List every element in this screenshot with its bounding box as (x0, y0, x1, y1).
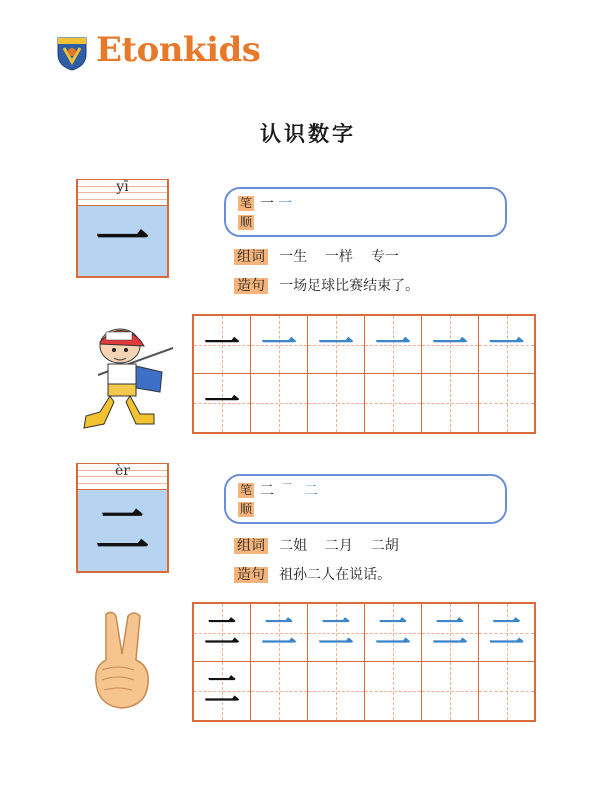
pinyin-box-1 (76, 179, 169, 205)
sentence-row-1 (234, 275, 419, 295)
words-1: 一生 一样 专一 (279, 249, 399, 265)
sentence-label-2: 造句 (234, 567, 268, 583)
grid-cell[interactable]: 二 (251, 604, 308, 662)
sentence-2: 祖孙二人在说话。 (279, 567, 392, 583)
stroke-step-1a: 一 (260, 196, 274, 212)
grid-cell[interactable]: 二 (308, 604, 365, 662)
grid-cell[interactable]: 一 (422, 316, 479, 374)
logo-emblem (52, 32, 92, 72)
character-card-2 (76, 489, 169, 573)
order-label-1: 顺 (240, 215, 253, 229)
stroke-label-1: 笔 (240, 196, 253, 210)
words-row-1 (234, 246, 399, 266)
stroke-label-2: 笔 (240, 483, 253, 497)
sentence-label-1: 造句 (234, 278, 268, 294)
grid-cell[interactable]: 二 (365, 604, 422, 662)
stroke-step-2a: 二 (260, 483, 274, 499)
character-card-1 (76, 205, 169, 278)
grid-cell[interactable]: 一 (365, 316, 422, 374)
grid-cell[interactable] (479, 662, 534, 720)
grid-cell[interactable] (308, 374, 365, 432)
grid-cell[interactable]: 一 (194, 316, 251, 374)
order-label-2: 顺 (240, 502, 253, 516)
two-fingers-hand-illustration (88, 608, 160, 712)
character-1: 一 (95, 208, 150, 271)
grid-cell[interactable] (251, 374, 308, 432)
words-row-2 (234, 535, 399, 555)
stroke-step-2c: 二 (304, 483, 318, 499)
character-2: 二 (95, 499, 150, 562)
brand-logo: Etonkids (96, 30, 261, 70)
practice-grid-1 (192, 314, 536, 434)
sentence-1: 一场足球比赛结束了。 (279, 278, 420, 294)
grid-cell[interactable] (365, 662, 422, 720)
words-label-2: 组词 (234, 538, 268, 554)
boy-illustration (78, 320, 178, 430)
grid-cell[interactable] (251, 662, 308, 720)
grid-cell[interactable]: 二 (479, 604, 534, 662)
grid-cell[interactable]: 一 (251, 316, 308, 374)
stroke-step-2b: 一 (282, 480, 292, 491)
pinyin-1: yī (116, 179, 129, 195)
pinyin-2: èr (115, 463, 130, 479)
grid-cell[interactable] (422, 374, 479, 432)
stroke-step-1b: 一 (278, 196, 292, 212)
grid-cell[interactable]: 一 (308, 316, 365, 374)
grid-cell[interactable] (479, 374, 534, 432)
grid-cell[interactable] (365, 374, 422, 432)
grid-cell[interactable]: 二 (194, 662, 251, 720)
words-label-1: 组词 (234, 249, 268, 265)
stroke-order-box-1 (224, 187, 507, 237)
page-title: 认识数字 (260, 122, 356, 146)
grid-cell[interactable]: 二 (194, 604, 251, 662)
grid-cell[interactable]: 一 (479, 316, 534, 374)
words-2: 二姐 二月 二胡 (279, 538, 399, 554)
grid-cell[interactable]: 一 (194, 374, 251, 432)
practice-grid-2 (192, 602, 536, 722)
sentence-row-2 (234, 564, 391, 584)
grid-cell[interactable] (308, 662, 365, 720)
grid-cell[interactable]: 二 (422, 604, 479, 662)
stroke-order-box-2 (224, 474, 507, 524)
pinyin-box-2 (76, 463, 169, 489)
grid-cell[interactable] (422, 662, 479, 720)
